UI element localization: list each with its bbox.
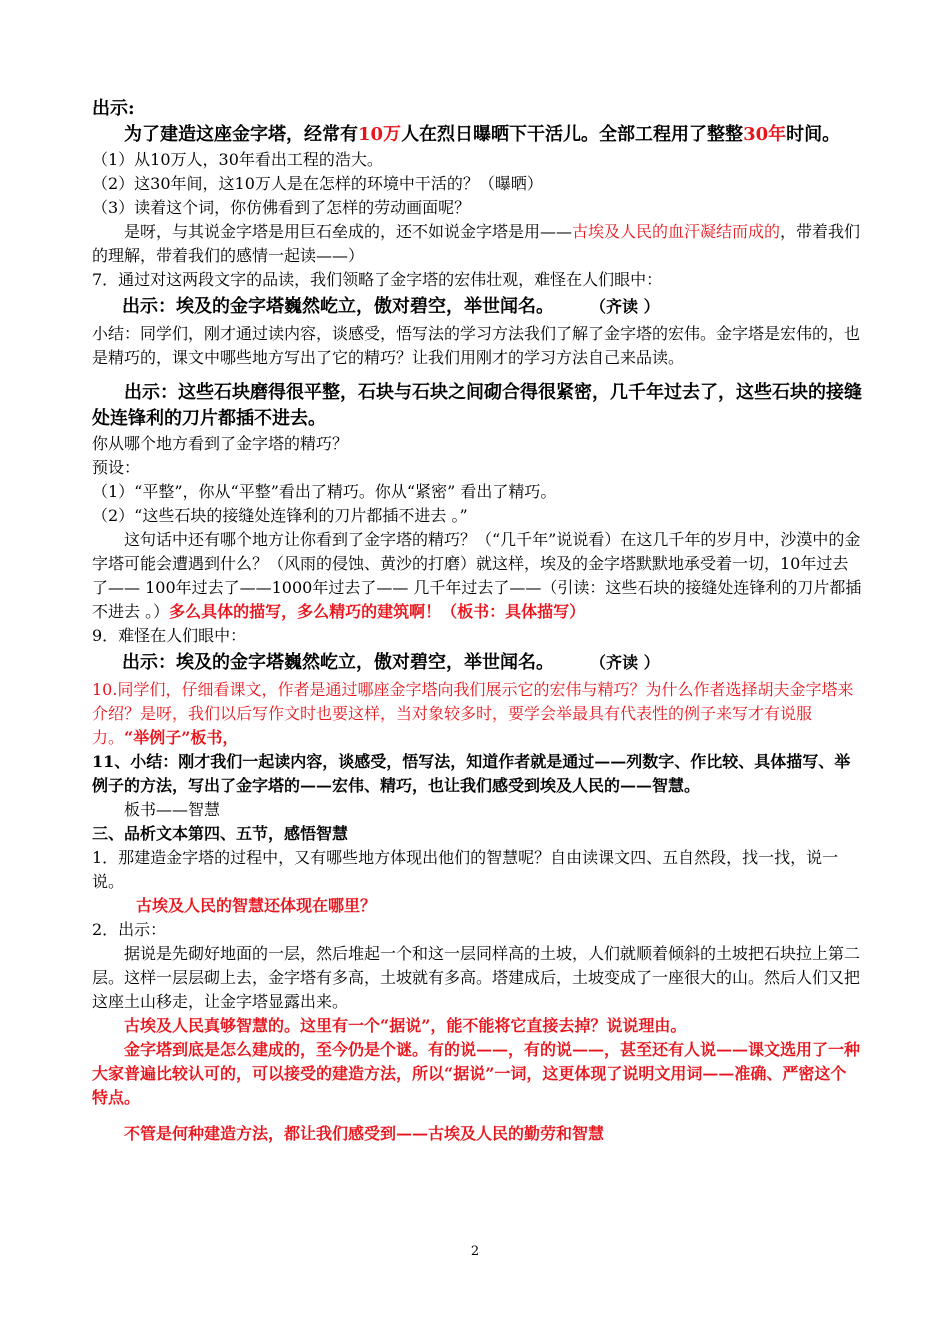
item-7: 7．通过对这两段文字的品读，我们领略了金字塔的宏伟壮观，难怪在人们眼中：	[92, 270, 663, 289]
summary: 小结：同学们，刚才通过读内容，谈感受，悟写法的学习方法我们了解了金字塔的宏伟。金字塔是宏伟的，也是精巧的，课文中哪些地方写出了它的精巧？让我们用刚才的学习方法自己来品读。	[92, 324, 861, 367]
item-9: 9．难怪在人们眼中：	[92, 626, 247, 645]
highlight-30-years: 30年	[743, 124, 787, 145]
preset-label: 预设：	[92, 458, 141, 477]
preset-2: （2）“这些石块的接缝处连锋利的刀片都插不进去 。”	[92, 506, 468, 525]
document-page	[92, 96, 862, 1146]
section-3-heading: 三、品析文本第四、五节，感悟智慧	[92, 824, 349, 843]
item-10: 10.同学们，仔细看课文，作者是通过哪座金字塔向我们展示它的宏伟与精巧？为什么作者选择胡夫金字塔来介绍？是呀，我们以后写作文时也要这样，当对象较多时，要学会举最具有代表性的例子来写才有说服力。“举例子”板书，	[92, 680, 854, 747]
red-explanation-jushuo: 金字塔到底是怎么建成的，至今仍是个谜。有的说——，有的说——，甚至还有人说——课文选用了一种大家普遍比较认可的，可以接受的建造方法，所以“据说”一词，这更体现了说明文用词——准确、严密这个特点。	[92, 1040, 861, 1107]
show-paragraph-workers: 为了建造这座金字塔，经常有10万人在烈日曝晒下干活儿。全部工程用了整整30年时间。	[124, 124, 841, 145]
question-2: （2）这30年间，这10万人是在怎样的环境中干活的？（曝晒）	[92, 174, 543, 193]
item-1: 1．那建造金字塔的过程中，又有哪些地方体现出他们的智慧呢？自由读课文四、五自然段，找一找，说一说。	[92, 848, 839, 891]
question-wisdom: 古埃及人民的智慧还体现在哪里？	[136, 896, 377, 915]
show-stone: 出示：这些石块磨得很平整，石块与石块之间砌合得很紧密，几千年过去了，这些石块的接缝处连锋利的刀片都插不进去。	[92, 382, 862, 429]
board-wisdom: 板书——智慧	[124, 800, 221, 819]
red-question-jushuo: 古埃及人民真够智慧的。这里有一个“据说”，能不能将它直接去掉？说说理由。	[124, 1016, 687, 1035]
highlight-100k: 10万	[358, 124, 402, 145]
paragraph-legend: 据说是先砌好地面的一层，然后堆起一个和这一层同样高的土坡，人们就顺着倾斜的土坡把石块拉上第二层。这样一层层砌上去，金字塔有多高，土坡就有多高。塔建成后，土坡变成了一座很大的山。然后人们又把这座土山移走，让金字塔显露出来。	[92, 944, 861, 1011]
paragraph-blood-sweat: 是呀，与其说金字塔是用巨石垒成的，还不如说金字塔是用——古埃及人民的血汗凝结而成的，带着我们的理解，带着我们的感情一起读——）	[92, 222, 861, 265]
item-11: 11、小结：刚才我们一起读内容，谈感受，悟写法，知道作者就是通过——列数字、作比较、具体描写、举例子的方法，写出了金字塔的——宏伟、精巧，也让我们感受到埃及人民的——智慧。	[92, 752, 851, 795]
question-1: （1）从10万人，30年看出工程的浩大。	[92, 150, 383, 169]
preset-1: （1）“平整”，你从“平整”看出了精巧。你从“紧密” 看出了精巧。	[92, 482, 557, 501]
show-quote-2: 出示：埃及的金字塔巍然屹立，傲对碧空，举世闻名。 （齐读 ）	[122, 652, 660, 673]
paragraph-thousands-years: 这句话中还有哪个地方让你看到了金字塔的精巧？（“几千年”说说看）在这几千年的岁月中，沙漠中的金字塔可能会遭遇到什么？（风雨的侵蚀、黄沙的打磨）就这样，埃及的金字塔默默地承受着一切，10年过去了—— 100年过去了——1000年过去了—— 几千年过去了——（引读：这些石块的接缝处连锋利的刀片都插不进去 。）多么具体的描写，多么精巧的建筑啊！（板书：具体描写）	[92, 530, 862, 621]
heading-show: 出示:	[92, 98, 135, 119]
ask-where: 你从哪个地方看到了金字塔的精巧？	[92, 434, 349, 453]
red-conclusion: 不管是何种建造方法，都让我们感受到——古埃及人民的勤劳和智慧	[124, 1124, 605, 1143]
item-2: 2．出示：	[92, 920, 167, 939]
question-3: （3）读着这个词，你仿佛看到了怎样的劳动画面呢？	[92, 198, 471, 217]
show-quote-1: 出示：埃及的金字塔巍然屹立，傲对碧空，举世闻名。 （齐读 ）	[122, 296, 660, 317]
page-number: 2	[470, 1244, 480, 1259]
